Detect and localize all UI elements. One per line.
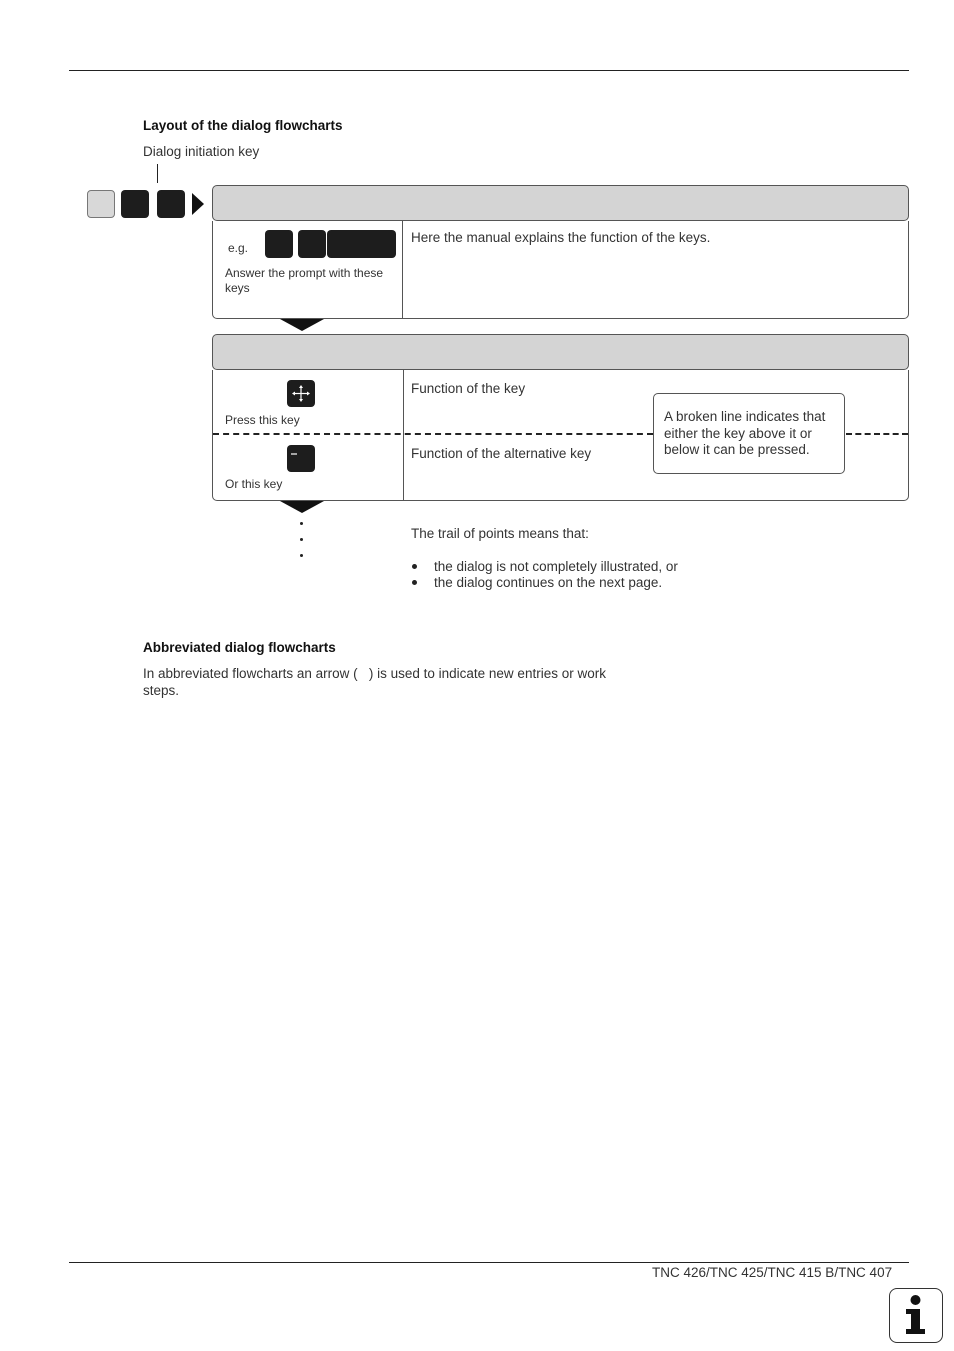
trail-dot-2	[300, 538, 303, 541]
flow-down-arrow-2	[280, 501, 324, 513]
minus-icon	[287, 445, 315, 472]
abbreviated-body-text: In abbreviated flowcharts an arrow ( ) is used to indicate new entries or work steps.	[143, 666, 609, 698]
move-icon	[287, 380, 315, 407]
initiation-pointer-line	[157, 164, 158, 183]
dialog-prompt-bar-1	[212, 185, 909, 221]
move-key	[287, 380, 315, 407]
initiation-key-light	[87, 190, 115, 218]
info-icon	[889, 1288, 943, 1343]
initiation-key-dark-2	[157, 190, 185, 218]
answer-prompt-label: Answer the prompt with these keys	[225, 266, 384, 295]
section-heading-layout: Layout of the dialog flowcharts	[143, 118, 343, 133]
broken-line-right	[846, 433, 908, 435]
initiation-key-dark-1	[121, 190, 149, 218]
function-alt-text: Function of the alternative key	[411, 446, 592, 461]
box2-divider	[403, 370, 404, 501]
bullet-icon	[412, 580, 417, 585]
footer-rule	[69, 1262, 909, 1263]
broken-line-note: A broken line indicates that either the key above it or below it can be pressed.	[653, 393, 845, 474]
arrow-right-icon	[192, 193, 204, 215]
flow-down-arrow-1	[280, 319, 324, 331]
answer-key-wide	[327, 230, 396, 258]
press-key-label: Press this key	[225, 413, 300, 427]
minus-key	[287, 445, 315, 472]
trail-dot-3	[300, 554, 303, 557]
function-key-text: Function of the key	[411, 381, 526, 396]
answer-key-2	[298, 230, 326, 258]
trail-bullet-1: the dialog is not completely illustrated, or	[434, 559, 678, 574]
trail-bullet-2: the dialog continues on the next page.	[434, 575, 663, 590]
or-key-label: Or this key	[225, 477, 283, 491]
broken-line-left	[213, 433, 653, 435]
key-explanation-text: Here the manual explains the function of the keys.	[411, 230, 711, 245]
header-rule	[69, 70, 909, 71]
section-heading-abbreviated: Abbreviated dialog flowcharts	[143, 640, 336, 655]
footer-model-text: TNC 426/TNC 425/TNC 415 B/TNC 407	[652, 1265, 893, 1280]
trail-intro-text: The trail of points means that:	[411, 526, 589, 541]
bullet-icon	[412, 564, 417, 569]
eg-label: e.g.	[228, 241, 249, 255]
box1-divider	[402, 221, 403, 319]
trail-dot-1	[300, 522, 303, 525]
dialog-prompt-bar-2	[212, 334, 909, 370]
answer-key-1	[265, 230, 293, 258]
initiation-key-label: Dialog initiation key	[143, 144, 260, 159]
